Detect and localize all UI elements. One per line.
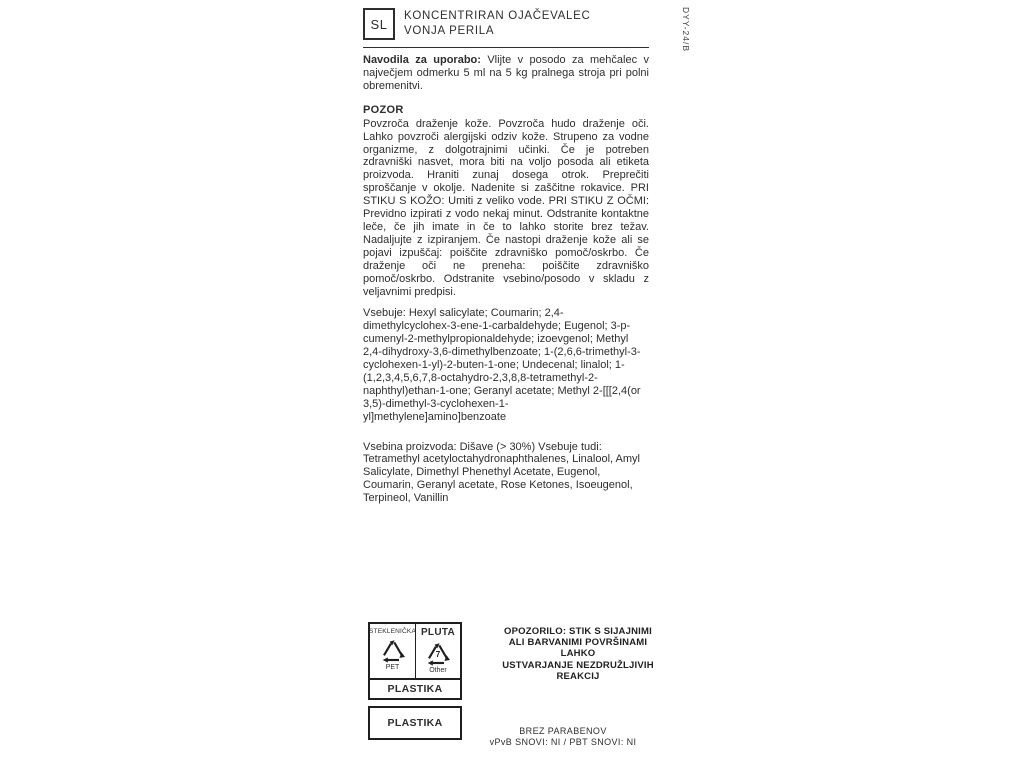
plastic-row-label: PLASTIKA — [370, 678, 460, 698]
recycling-box — [368, 622, 462, 700]
print-code: DYY-24/B — [681, 7, 691, 53]
cork-material-label: PLUTA — [420, 627, 456, 638]
surface-warning-line: REAKCIJ — [556, 670, 600, 682]
product-title-line1: KONCENTRIRAN OJAČEVALEC — [404, 10, 591, 22]
hazard-heading: POZOR — [363, 103, 404, 116]
bottle-material-label: STEKLENIČKA — [369, 628, 416, 635]
usage-label: Navodila za uporabo: — [363, 54, 481, 66]
recycling-pet-icon — [380, 639, 406, 663]
label-text-column — [363, 8, 649, 505]
recycling-cell-cork — [415, 624, 460, 678]
header-divider — [363, 47, 649, 48]
recycling-code-number: 7 — [435, 650, 441, 659]
plastic-box-label: PLASTIKA — [368, 706, 462, 740]
surface-warning — [478, 626, 678, 682]
hazard-statements: Povzroča draženje kože. Povzroča hudo draženje oči. Lahko povzroči alergijski odziv kože. Strupeno za vodne organizme, z dolgotrajnimi učinki. Če je potreben zdravniški nasvet, mora biti na voljo posoda ali etiketa proizvoda. Hraniti zunaj dosega otrok. Preprečiti sproščanje v okolje. Nadenite si zaščitne rokavice. PRI STIKU S KOŽO: Umiti z veliko vode. PRI STIKU Z OČMI: Previdno izpirati z vodo nekaj minut. Odstranite kontaktne leče, če jih imate in če to lahko storite brez težav. Nadaljujte z izpiranjem. Če nastopi draženje kože ali se pojavi izpuščaj: poiščite zdravniško pomoč/oskrbo. Če draženje oči ne preneha: poiščite zdravniško pomoč/oskrbo. Odstranite vsebino/posodo v skladu z veljavnimi predpisi. — [363, 117, 649, 298]
contents-declaration: Vsebina proizvoda: Dišave (> 30%) Vsebuje tudi: Tetramethyl acetyloctahydronaphthalenes, Linalool, Amyl Salicylate, Dimethyl Phenethyl Acetate, Eugenol, Coumarin, Geranyl acetate, Rose Ketones, Isoeugenol, Terpineol, Vanillin — [363, 440, 640, 505]
recycling-cell-bottle — [370, 624, 415, 678]
surface-warning-line: USTVARJANJE NEZDRUŽLJIVIH — [502, 659, 654, 671]
additional-notices — [463, 726, 663, 748]
surface-warning-line: LAHKO — [560, 648, 596, 660]
surface-warning-line: ALI BARVANIMI POVRŠINAMI — [508, 637, 648, 649]
label-header — [363, 8, 649, 40]
ingredients-list: Vsebuje: Hexyl salicylate; Coumarin; 2,4-dimethylcyclohex-3-ene-1-carbaldehyde; Eugenol; 3-p-cumenyl-2-methylpropionaldehyde; izoevgenol; Methyl 2,4-dihydroxy-3,6-dimethylbenzoate; 1-(2,6,6-trimethyl-3-cyclohexen-1-yl)-2-buten-1-one; Undecenal; linalol; 1-(1,2,3,4,5,6,7,8-octahydro-2,3,8,8-tetramethyl-2-naphthyl)ethan-1-one; Geranyl acetate; Methyl 2-[[[2,4(or 3,5)-dimethyl-3-cyclohexen-1-yl]methylene]amino]benzoate — [363, 307, 641, 423]
recycling-panel — [368, 622, 462, 740]
other-label: Other — [429, 667, 447, 674]
language-code-box — [363, 8, 395, 40]
usage-text: Vlijte v posodo za mehčalec v največjem odmerku 5 ml na 5 kg pralnega stroja pri polni obremenitvi. — [363, 54, 649, 92]
paraben-free-text: BREZ PARABENOV — [519, 726, 607, 736]
pet-label: PET — [385, 664, 400, 671]
surface-warning-line: OPOZORILO: STIK S SIJAJNIMI — [504, 626, 652, 637]
language-code: SL — [370, 16, 388, 32]
recycling-columns — [370, 624, 460, 678]
recycling-other-icon — [425, 642, 451, 666]
usage-instructions — [363, 54, 649, 93]
substances-text: vPvB SNOVI: NI / PBT SNOVI: NI — [489, 737, 637, 747]
product-title — [404, 9, 591, 39]
product-title-line2: VONJA PERILA — [404, 25, 495, 37]
